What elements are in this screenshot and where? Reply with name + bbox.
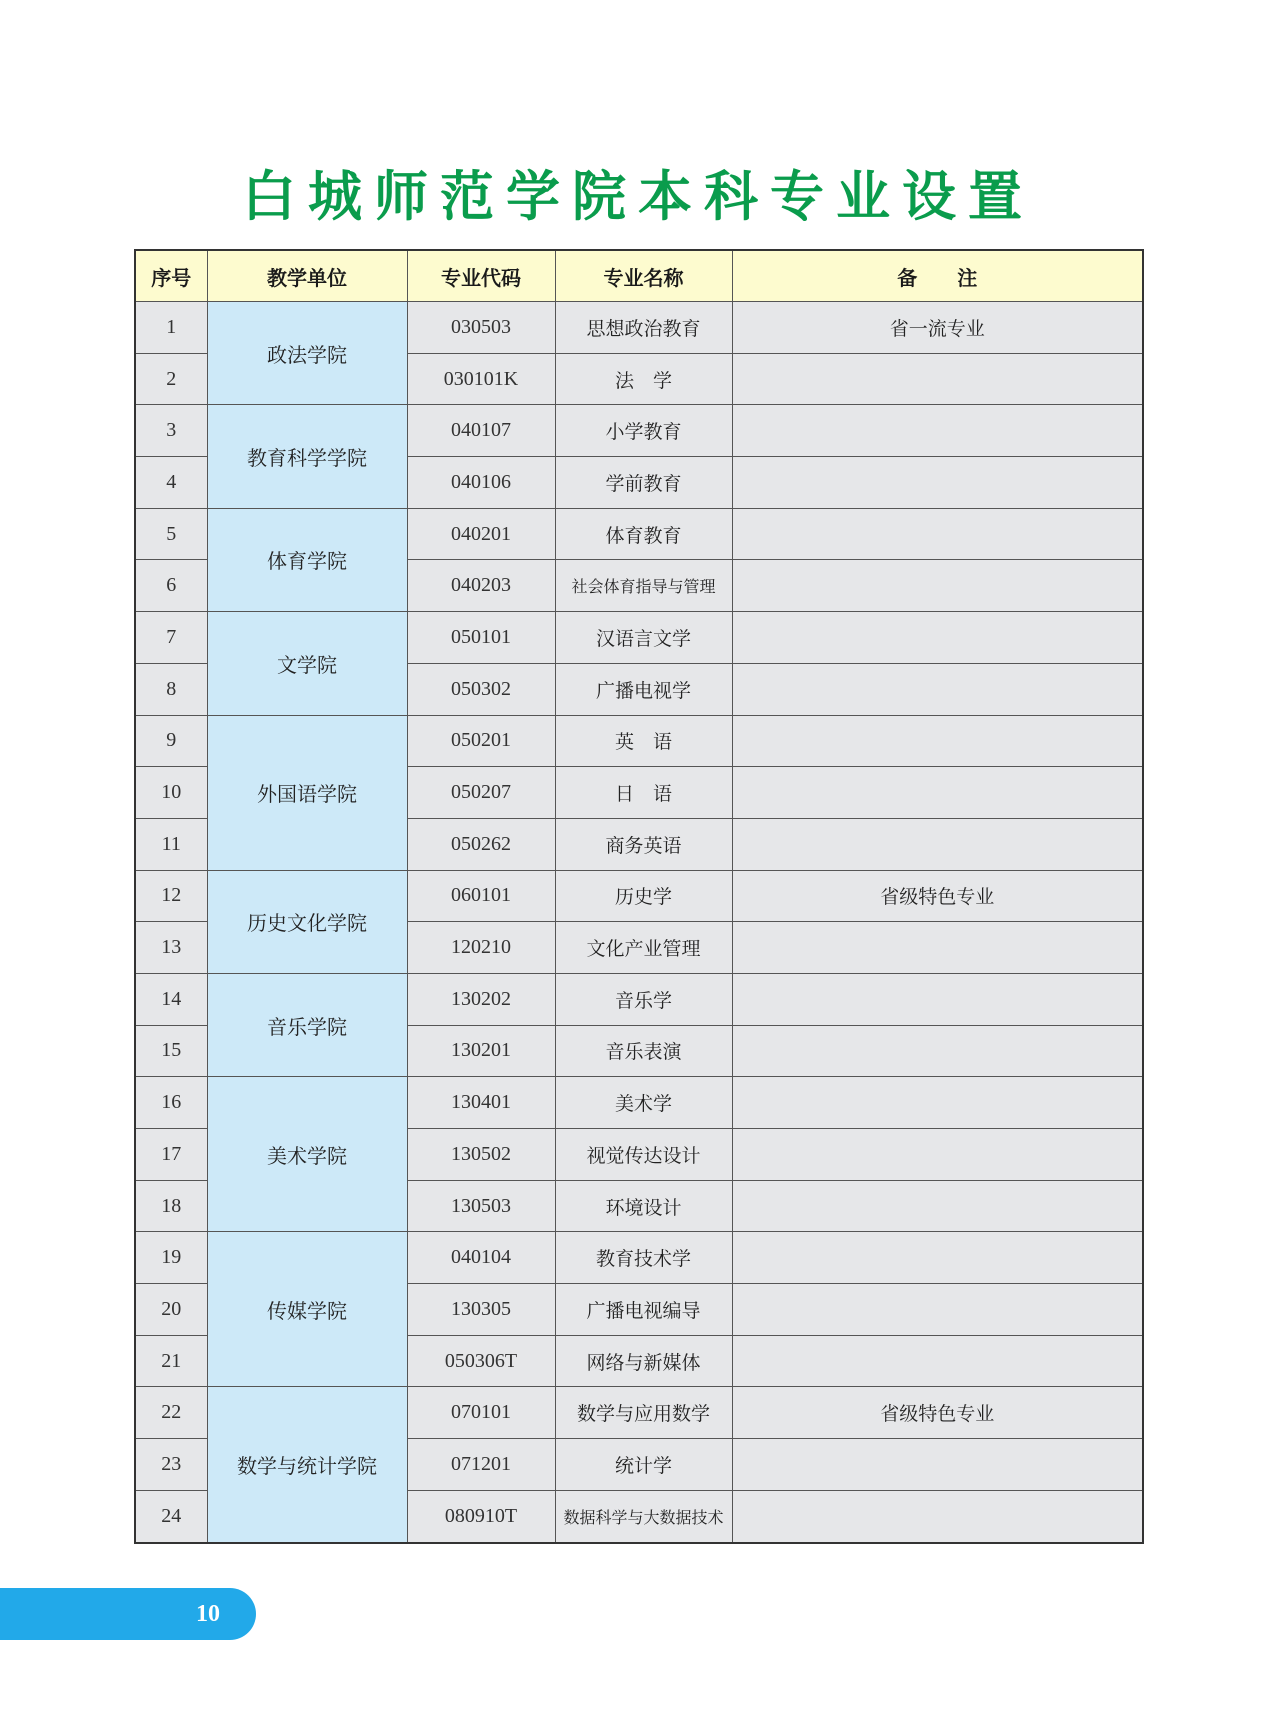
table-row bbox=[135, 1387, 1143, 1439]
row-no: 16 bbox=[135, 1077, 207, 1129]
remark bbox=[732, 1025, 1143, 1077]
row-no: 9 bbox=[135, 715, 207, 767]
major-code: 050101 bbox=[407, 612, 555, 664]
major-code: 050207 bbox=[407, 767, 555, 819]
header-no: 序号 bbox=[135, 250, 207, 302]
row-no: 15 bbox=[135, 1025, 207, 1077]
major-code: 080910T bbox=[407, 1490, 555, 1542]
remark bbox=[732, 353, 1143, 405]
major-name: 商务英语 bbox=[555, 818, 732, 870]
teaching-unit: 体育学院 bbox=[207, 508, 407, 611]
major-code: 030503 bbox=[407, 302, 555, 354]
row-no: 23 bbox=[135, 1439, 207, 1491]
remark bbox=[732, 663, 1143, 715]
remark: 省级特色专业 bbox=[732, 870, 1143, 922]
row-no: 11 bbox=[135, 818, 207, 870]
major-code: 130202 bbox=[407, 973, 555, 1025]
table-row bbox=[135, 302, 1143, 354]
table-row bbox=[135, 612, 1143, 664]
remark: 省级特色专业 bbox=[732, 1387, 1143, 1439]
row-no: 13 bbox=[135, 922, 207, 974]
remark bbox=[732, 767, 1143, 819]
major-name: 英 语 bbox=[555, 715, 732, 767]
row-no: 14 bbox=[135, 973, 207, 1025]
major-name: 广播电视编导 bbox=[555, 1284, 732, 1336]
major-code: 040201 bbox=[407, 508, 555, 560]
major-name: 社会体育指导与管理 bbox=[555, 560, 732, 612]
remark bbox=[732, 715, 1143, 767]
major-code: 040104 bbox=[407, 1232, 555, 1284]
major-code: 130201 bbox=[407, 1025, 555, 1077]
major-name: 统计学 bbox=[555, 1439, 732, 1491]
row-no: 20 bbox=[135, 1284, 207, 1336]
remark bbox=[732, 1077, 1143, 1129]
header-code: 专业代码 bbox=[407, 250, 555, 302]
major-name: 法 学 bbox=[555, 353, 732, 405]
major-code: 120210 bbox=[407, 922, 555, 974]
major-code: 130502 bbox=[407, 1129, 555, 1181]
remark bbox=[732, 1129, 1143, 1181]
remark bbox=[732, 405, 1143, 457]
major-code: 040106 bbox=[407, 457, 555, 509]
major-code: 030101K bbox=[407, 353, 555, 405]
teaching-unit: 外国语学院 bbox=[207, 715, 407, 870]
remark bbox=[732, 1284, 1143, 1336]
teaching-unit: 美术学院 bbox=[207, 1077, 407, 1232]
major-code: 050306T bbox=[407, 1335, 555, 1387]
major-name: 美术学 bbox=[555, 1077, 732, 1129]
major-name: 环境设计 bbox=[555, 1180, 732, 1232]
table-row bbox=[135, 870, 1143, 922]
remark: 省一流专业 bbox=[732, 302, 1143, 354]
teaching-unit: 政法学院 bbox=[207, 302, 407, 405]
teaching-unit: 历史文化学院 bbox=[207, 870, 407, 973]
major-name: 数据科学与大数据技术 bbox=[555, 1490, 732, 1542]
row-no: 4 bbox=[135, 457, 207, 509]
major-code: 071201 bbox=[407, 1439, 555, 1491]
major-name: 汉语言文学 bbox=[555, 612, 732, 664]
header-name: 专业名称 bbox=[555, 250, 732, 302]
major-name: 文化产业管理 bbox=[555, 922, 732, 974]
row-no: 10 bbox=[135, 767, 207, 819]
major-name: 数学与应用数学 bbox=[555, 1387, 732, 1439]
row-no: 2 bbox=[135, 353, 207, 405]
major-name: 学前教育 bbox=[555, 457, 732, 509]
row-no: 8 bbox=[135, 663, 207, 715]
remark bbox=[732, 508, 1143, 560]
major-code: 050302 bbox=[407, 663, 555, 715]
page-title: 白城师范学院本科专业设置 bbox=[242, 165, 1034, 228]
table-header-row bbox=[135, 250, 1143, 302]
row-no: 7 bbox=[135, 612, 207, 664]
remark bbox=[732, 612, 1143, 664]
major-code: 060101 bbox=[407, 870, 555, 922]
major-name: 日 语 bbox=[555, 767, 732, 819]
major-name: 网络与新媒体 bbox=[555, 1335, 732, 1387]
major-code: 050201 bbox=[407, 715, 555, 767]
row-no: 5 bbox=[135, 508, 207, 560]
major-name: 视觉传达设计 bbox=[555, 1129, 732, 1181]
major-code: 040203 bbox=[407, 560, 555, 612]
row-no: 6 bbox=[135, 560, 207, 612]
remark bbox=[732, 457, 1143, 509]
row-no: 17 bbox=[135, 1129, 207, 1181]
major-code: 130503 bbox=[407, 1180, 555, 1232]
remark bbox=[732, 1490, 1143, 1542]
table-row bbox=[135, 405, 1143, 457]
major-code: 050262 bbox=[407, 818, 555, 870]
majors-table bbox=[134, 249, 1144, 1544]
major-name: 体育教育 bbox=[555, 508, 732, 560]
major-name: 历史学 bbox=[555, 870, 732, 922]
major-name: 音乐学 bbox=[555, 973, 732, 1025]
teaching-unit: 传媒学院 bbox=[207, 1232, 407, 1387]
major-name: 教育技术学 bbox=[555, 1232, 732, 1284]
major-code: 130305 bbox=[407, 1284, 555, 1336]
row-no: 18 bbox=[135, 1180, 207, 1232]
table-row bbox=[135, 973, 1143, 1025]
major-name: 思想政治教育 bbox=[555, 302, 732, 354]
table-row bbox=[135, 715, 1143, 767]
remark bbox=[732, 922, 1143, 974]
table-row bbox=[135, 1232, 1143, 1284]
remark bbox=[732, 818, 1143, 870]
page-number: 10 bbox=[196, 1601, 220, 1627]
remark bbox=[732, 1232, 1143, 1284]
row-no: 3 bbox=[135, 405, 207, 457]
row-no: 21 bbox=[135, 1335, 207, 1387]
teaching-unit: 音乐学院 bbox=[207, 973, 407, 1076]
remark bbox=[732, 973, 1143, 1025]
major-code: 070101 bbox=[407, 1387, 555, 1439]
major-code: 130401 bbox=[407, 1077, 555, 1129]
remark bbox=[732, 1180, 1143, 1232]
remark bbox=[732, 560, 1143, 612]
table-row bbox=[135, 508, 1143, 560]
header-note: 备 注 bbox=[732, 250, 1143, 302]
row-no: 1 bbox=[135, 302, 207, 354]
row-no: 24 bbox=[135, 1490, 207, 1542]
header-unit: 教学单位 bbox=[207, 250, 407, 302]
major-name: 小学教育 bbox=[555, 405, 732, 457]
teaching-unit: 教育科学学院 bbox=[207, 405, 407, 508]
table-row bbox=[135, 1077, 1143, 1129]
row-no: 19 bbox=[135, 1232, 207, 1284]
row-no: 22 bbox=[135, 1387, 207, 1439]
major-name: 广播电视学 bbox=[555, 663, 732, 715]
remark bbox=[732, 1335, 1143, 1387]
remark bbox=[732, 1439, 1143, 1491]
major-code: 040107 bbox=[407, 405, 555, 457]
teaching-unit: 数学与统计学院 bbox=[207, 1387, 407, 1543]
row-no: 12 bbox=[135, 870, 207, 922]
major-name: 音乐表演 bbox=[555, 1025, 732, 1077]
teaching-unit: 文学院 bbox=[207, 612, 407, 715]
